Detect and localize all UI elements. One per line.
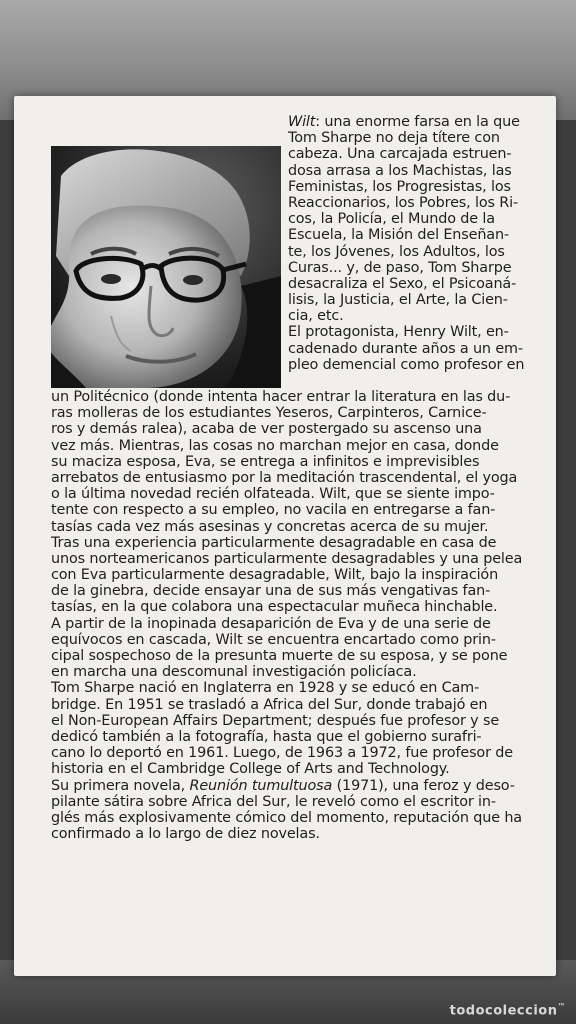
blurb-body-line: tasías, en la que colabora una espectacular muñeca hinchable. bbox=[51, 599, 498, 616]
blurb-intro-line: El protagonista, Henry Wilt, en- bbox=[288, 324, 509, 341]
blurb-body-line: A partir de la inopinada desaparición de Eva y de una serie de bbox=[51, 615, 491, 632]
blurb-intro-line: cos, la Policía, el Mundo de la bbox=[288, 211, 495, 228]
author-photo bbox=[51, 146, 281, 388]
blurb-body-line: arrebatos de entusiasmo por la meditación trascendental, el yoga bbox=[51, 469, 518, 486]
blurb-intro-line: te, los Jóvenes, los Adultos, los bbox=[288, 243, 505, 260]
author-bio-line: bridge. En 1951 se trasladó a Africa del Sur, donde trabajó en bbox=[51, 696, 488, 713]
blurb-intro-line: dosa arrasa a los Machistas, las bbox=[288, 162, 512, 179]
blurb-body-line: de la ginebra, decide ensayar una de sus más vengativas fan- bbox=[51, 583, 491, 600]
author-portrait-image bbox=[51, 146, 281, 388]
blurb-body-line: tente con respecto a su empleo, no vacila en entregarse a fan- bbox=[51, 502, 496, 519]
novel-note-line: glés más explosivamente cómico del momento, reputación que ha bbox=[51, 809, 522, 826]
author-bio-line: historia en el Cambridge College of Arts and Technology. bbox=[51, 761, 450, 778]
blurb-body-line: cipal sospechoso de la presunta muerte de su esposa, y se pone bbox=[51, 648, 508, 664]
author-bio-line: cano lo deportó en 1961. Luego, de 1963 a 1972, fue profesor de bbox=[51, 745, 513, 762]
blurb-body-line: tasías cada vez más asesinas y concretas acerca de su mujer. bbox=[51, 518, 489, 535]
blurb-body-line: un Politécnico (donde intenta hacer entrar la literatura en las du- bbox=[51, 389, 511, 405]
blurb-intro-line: desacraliza el Sexo, el Psicoaná- bbox=[288, 275, 517, 292]
novel-note-line: confirmado a lo largo de diez novelas. bbox=[51, 826, 320, 843]
blurb-intro-first-line: Wilt: una enorme farsa en la que bbox=[288, 114, 520, 130]
blurb-body-line: su maciza esposa, Eva, se entrega a infinitos e imprevisibles bbox=[51, 453, 480, 470]
blurb-intro-line: lisis, la Justicia, el Arte, la Cien- bbox=[288, 292, 508, 309]
blurb-intro-line: cabeza. Una carcajada estruen- bbox=[288, 146, 512, 163]
author-bio-line: dedicó también a la fotografía, hasta que el gobierno surafri- bbox=[51, 728, 482, 745]
blurb-body-and-bio bbox=[51, 389, 522, 842]
blurb-body-line: en marcha una descomunal investigación policíaca. bbox=[51, 664, 417, 681]
author-bio-line: el Non-European Affairs Department; después fue profesor y se bbox=[51, 712, 500, 729]
blurb-intro-line: Tom Sharpe no deja títere con bbox=[288, 130, 500, 147]
author-bio-line: Tom Sharpe nació en Inglaterra en 1928 y se educó en Cam- bbox=[51, 680, 480, 697]
blurb-intro-line: cia, etc. bbox=[288, 308, 344, 325]
blurb-body-line: con Eva particularmente desagradable, Wilt, bajo la inspiración bbox=[51, 567, 499, 584]
blurb-body-line: equívocos en cascada, Wilt se encuentra encartado como prin- bbox=[51, 631, 496, 648]
book-title-wilt: Wilt bbox=[288, 114, 316, 130]
blurb-intro-line: Curas... y, de paso, Tom Sharpe bbox=[288, 259, 512, 276]
blurb-intro-line: pleo demencial como profesor en bbox=[288, 356, 525, 373]
blurb-intro-line: Reaccionarios, los Pobres, los Ri- bbox=[288, 194, 518, 211]
blurb-body-line: o la última novedad recién olfateada. Wilt, que se siente impo- bbox=[51, 486, 495, 503]
blurb-intro bbox=[288, 114, 524, 373]
blurb-body-line: vez más. Mientras, las cosas no marchan mejor en casa, donde bbox=[51, 437, 499, 454]
blurb-body-line: Tras una experiencia particularmente desagradable en casa de bbox=[51, 534, 497, 551]
blurb-body-line: unos norteamericanos particularmente desagradables y una pelea bbox=[51, 550, 523, 567]
novel-title: Reunión tumultuosa bbox=[189, 777, 333, 794]
novel-note-line: pilante sátira sobre Africa del Sur, le reveló como el escritor in- bbox=[51, 793, 496, 810]
blurb-body-line: ras molleras de los estudiantes Yeseros, Carpinteros, Carnice- bbox=[51, 405, 487, 422]
watermark: todocoleccion™ bbox=[449, 1001, 566, 1018]
blurb-intro-line: cadenado durante años a un em- bbox=[288, 340, 523, 357]
blurb-intro-line: Feministas, los Progresistas, los bbox=[288, 178, 511, 195]
novel-note-first-line: Su primera novela, Reunión tumultuosa (1971), una feroz y deso- bbox=[51, 777, 515, 794]
blurb-intro-line: Escuela, la Misión del Enseñan- bbox=[288, 227, 509, 244]
blurb-body-line: ros y demás ralea), acaba de ver postergado su ascenso una bbox=[51, 421, 482, 438]
